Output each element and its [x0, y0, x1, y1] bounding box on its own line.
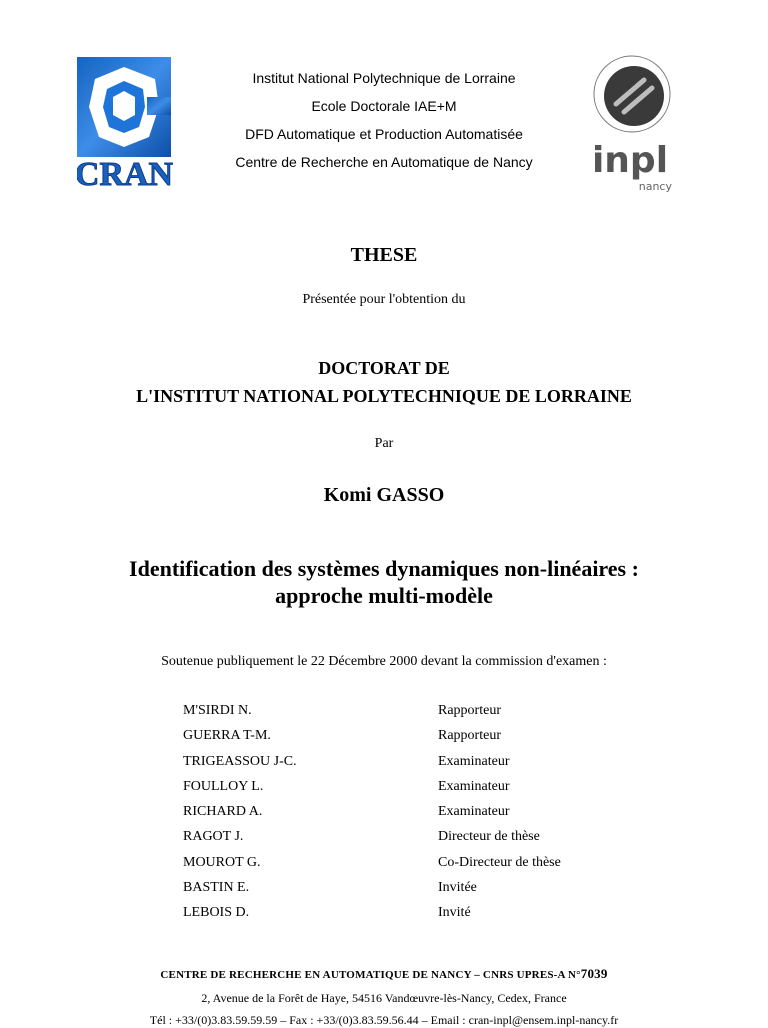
jury-member-role: Rapporteur [438, 703, 501, 718]
footer-contact: Tél : +33/(0)3.83.59.59.59 – Fax : +33/(0)3.83.59.56.44 – Email : cran-inpl@ensem.inpl-nancy.fr [149, 1013, 619, 1027]
footer-lab-name: CENTRE DE RECHERCHE EN AUTOMATIQUE DE NANCY – CNRS UPRES-A N° [160, 969, 581, 981]
jury-member-name: RICHARD A. [183, 804, 263, 820]
jury-member-name: FOULLOY L. [183, 778, 264, 794]
footer-address: 2, Avenue de la Forêt de Haye, 54516 Vandœuvre-lès-Nancy, Cedex, France [201, 991, 567, 1005]
jury-member-name: LEBOIS D. [183, 905, 250, 921]
thesis-title-line-2: approche multi-modèle [275, 583, 493, 608]
header-line-3: DFD Automatique et Production Automatisée [245, 126, 523, 142]
par-text: Par [374, 436, 394, 451]
jury-member-role: Rapporteur [438, 728, 501, 744]
cran-logo [77, 57, 173, 191]
jury-row [183, 827, 633, 852]
jury-member-role: Co-Directeur de thèse [438, 854, 561, 870]
jury-row [183, 853, 633, 878]
jury-member-name: BASTIN E. [183, 880, 250, 896]
jury-row [183, 777, 633, 802]
jury-row [183, 752, 633, 777]
doctorat-line-2: L'INSTITUT NATIONAL POLYTECHNIQUE DE LORRAINE [136, 386, 632, 406]
jury-row [183, 701, 633, 726]
inpl-logo-text: inpl [591, 140, 669, 181]
jury-member-name: MOUROT G. [183, 854, 261, 870]
thesis-title [0, 555, 768, 609]
jury-member-role: Invitée [438, 880, 477, 896]
doctorat-line-1: DOCTORAT DE [318, 358, 450, 378]
jury-member-name: GUERRA T-M. [183, 728, 271, 744]
footer-lab [0, 966, 768, 982]
jury-member-role: Examinateur [438, 804, 510, 820]
doctorat-heading [0, 354, 768, 410]
jury-row [183, 903, 633, 928]
jury-list [183, 701, 633, 929]
inpl-logo-subtext: nancy [638, 180, 672, 192]
cran-logo-text: CRAN [77, 156, 173, 191]
jury-member-name: RAGOT J. [183, 829, 244, 845]
jury-member-name: M'SIRDI N. [183, 703, 252, 718]
jury-row [183, 726, 633, 751]
jury-row [183, 878, 633, 903]
jury-member-role: Directeur de thèse [438, 829, 540, 845]
header-line-2: Ecole Doctorale IAE+M [311, 98, 457, 114]
header-line-1: Institut National Polytechnique de Lorraine [252, 70, 516, 86]
presentee-text: Présentée pour l'obtention du [302, 292, 466, 307]
jury-member-role: Examinateur [438, 778, 510, 794]
inpl-logo [588, 52, 678, 192]
institution-header [190, 68, 578, 180]
these-heading: THESE [350, 244, 418, 266]
defense-statement: Soutenue publiquement le 22 Décembre 2000 devant la commission d'examen : [161, 654, 607, 669]
header-line-4: Centre de Recherche en Automatique de Nancy [235, 154, 533, 170]
author-name: Komi GASSO [323, 484, 445, 506]
jury-member-name: TRIGEASSOU J-C. [183, 753, 297, 769]
footer-lab-number: 7039 [580, 966, 608, 981]
jury-member-role: Examinateur [438, 753, 510, 769]
jury-row [183, 802, 633, 827]
jury-member-role: Invité [438, 905, 471, 921]
thesis-title-line-1: Identification des systèmes dynamiques non-linéaires : [129, 556, 639, 581]
